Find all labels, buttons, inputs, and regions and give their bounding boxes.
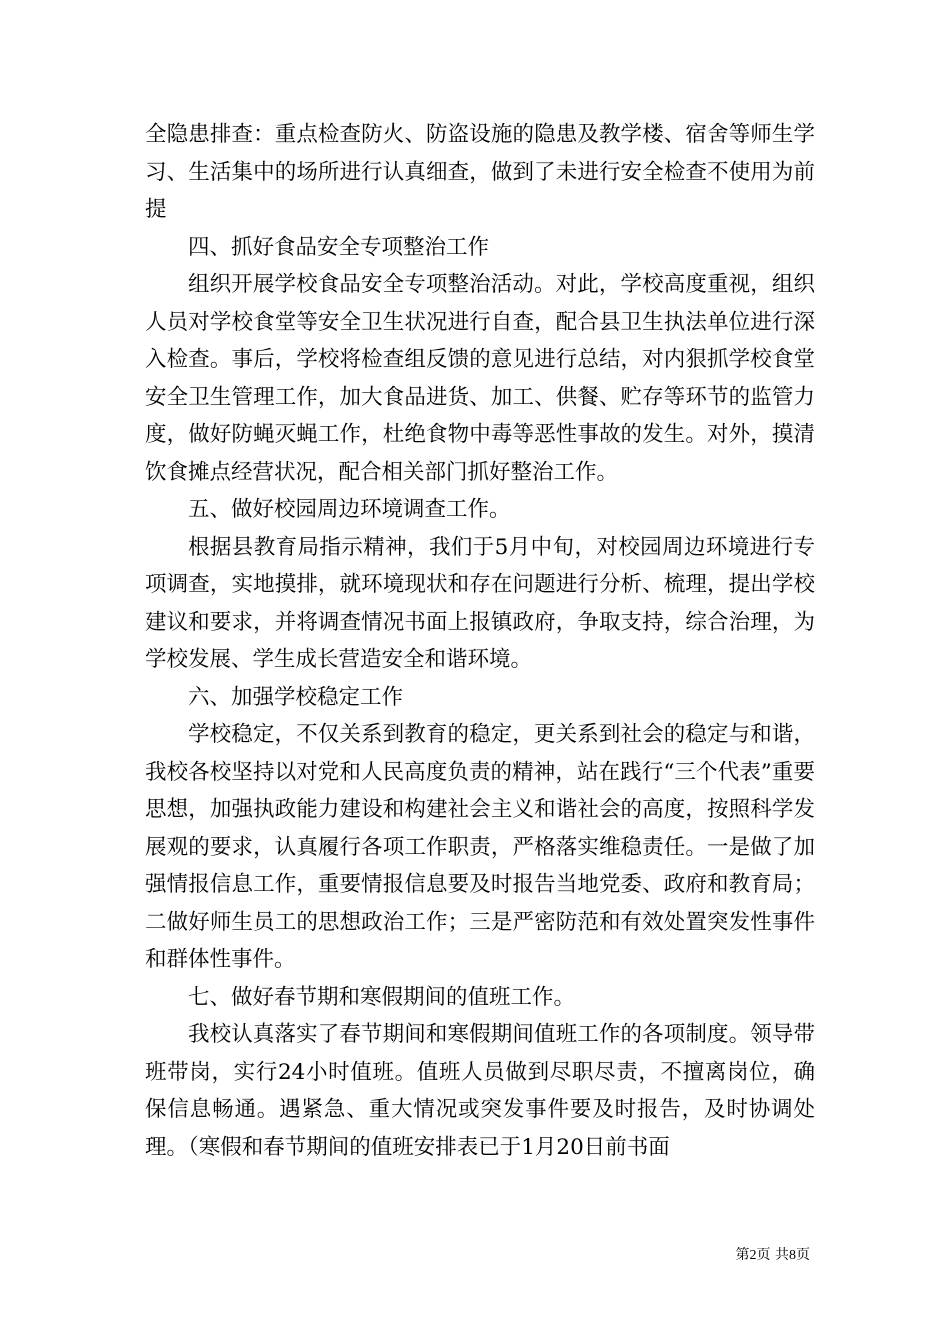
footer-middle: 页 共 bbox=[756, 1247, 789, 1263]
paragraph-campus-environment: 根据县教育局指示精神，我们于5月中旬，对校园周边环境进行专项调查，实地摸排，就环境现状和存在问题进行分析、梳理，提出学校建议和要求，并将调查情况书面上报镇政府，争取支持，综合治理，为学校发展、学生成长营造安全和谐环境。 bbox=[145, 534, 815, 672]
section-heading-holiday-duty: 七、做好春节期和寒假期间的值班工作。 bbox=[188, 984, 576, 1010]
current-page-number: 2 bbox=[749, 1248, 757, 1263]
footer-prefix: 第 bbox=[735, 1247, 750, 1263]
section-heading-school-stability: 六、加强学校稳定工作 bbox=[188, 684, 404, 710]
paragraph-school-stability: 学校稳定，不仅关系到教育的稳定，更关系到社会的稳定与和谐，我校各校坚持以对党和人民高度负责的精神，站在践行“三个代表”重要思想，加强执政能力建设和构建社会主义和谐社会的高度，按照科学发展观的要求，认真履行各项工作职责，严格落实维稳责任。一是做了加强情报信息工作，重要情报信息要及时报告当地党委、政府和教育局；二做好师生员工的思想政治工作；三是严密防范和有效处置突发性事件和群体性事件。 bbox=[145, 722, 815, 972]
page-number-footer bbox=[690, 1246, 810, 1265]
document-body bbox=[145, 116, 815, 1166]
paragraph-holiday-duty: 我校认真落实了春节期间和寒假期间值班工作的各项制度。领导带班带岗，实行24小时值班。值班人员做到尽职尽责，不擅离岗位，确保信息畅通。遇紧急、重大情况或突发事件要及时报告，及时协调处理。（寒假和春节期间的值班安排表已于1月20日前书面 bbox=[145, 1022, 815, 1160]
section-heading-campus-environment: 五、做好校园周边环境调查工作。 bbox=[188, 497, 511, 522]
total-page-number: 8 bbox=[789, 1248, 796, 1263]
footer-suffix: 页 bbox=[796, 1247, 810, 1263]
section-heading-food-safety: 四、抓好食品安全专项整治工作 bbox=[188, 234, 490, 260]
paragraph-continued-text: 全隐患排查：重点检查防火、防盗设施的隐患及教学楼、宿舍等师生学习、生活集中的场所进行认真细查，做到了未进行安全检查不使用为前提 bbox=[145, 122, 815, 222]
paragraph-food-safety: 组织开展学校食品安全专项整治活动。对此，学校高度重视，组织人员对学校食堂等安全卫生状况进行自查，配合县卫生执法单位进行深入检查。事后，学校将检查组反馈的意见进行总结，对内狠抓学校食堂安全卫生管理工作，加大食品进货、加工、供餐、贮存等环节的监管力度，做好防蝇灭蝇工作，杜绝食物中毒等恶性事故的发生。对外，摸清饮食摊点经营状况，配合相关部门抓好整治工作。 bbox=[145, 272, 815, 485]
